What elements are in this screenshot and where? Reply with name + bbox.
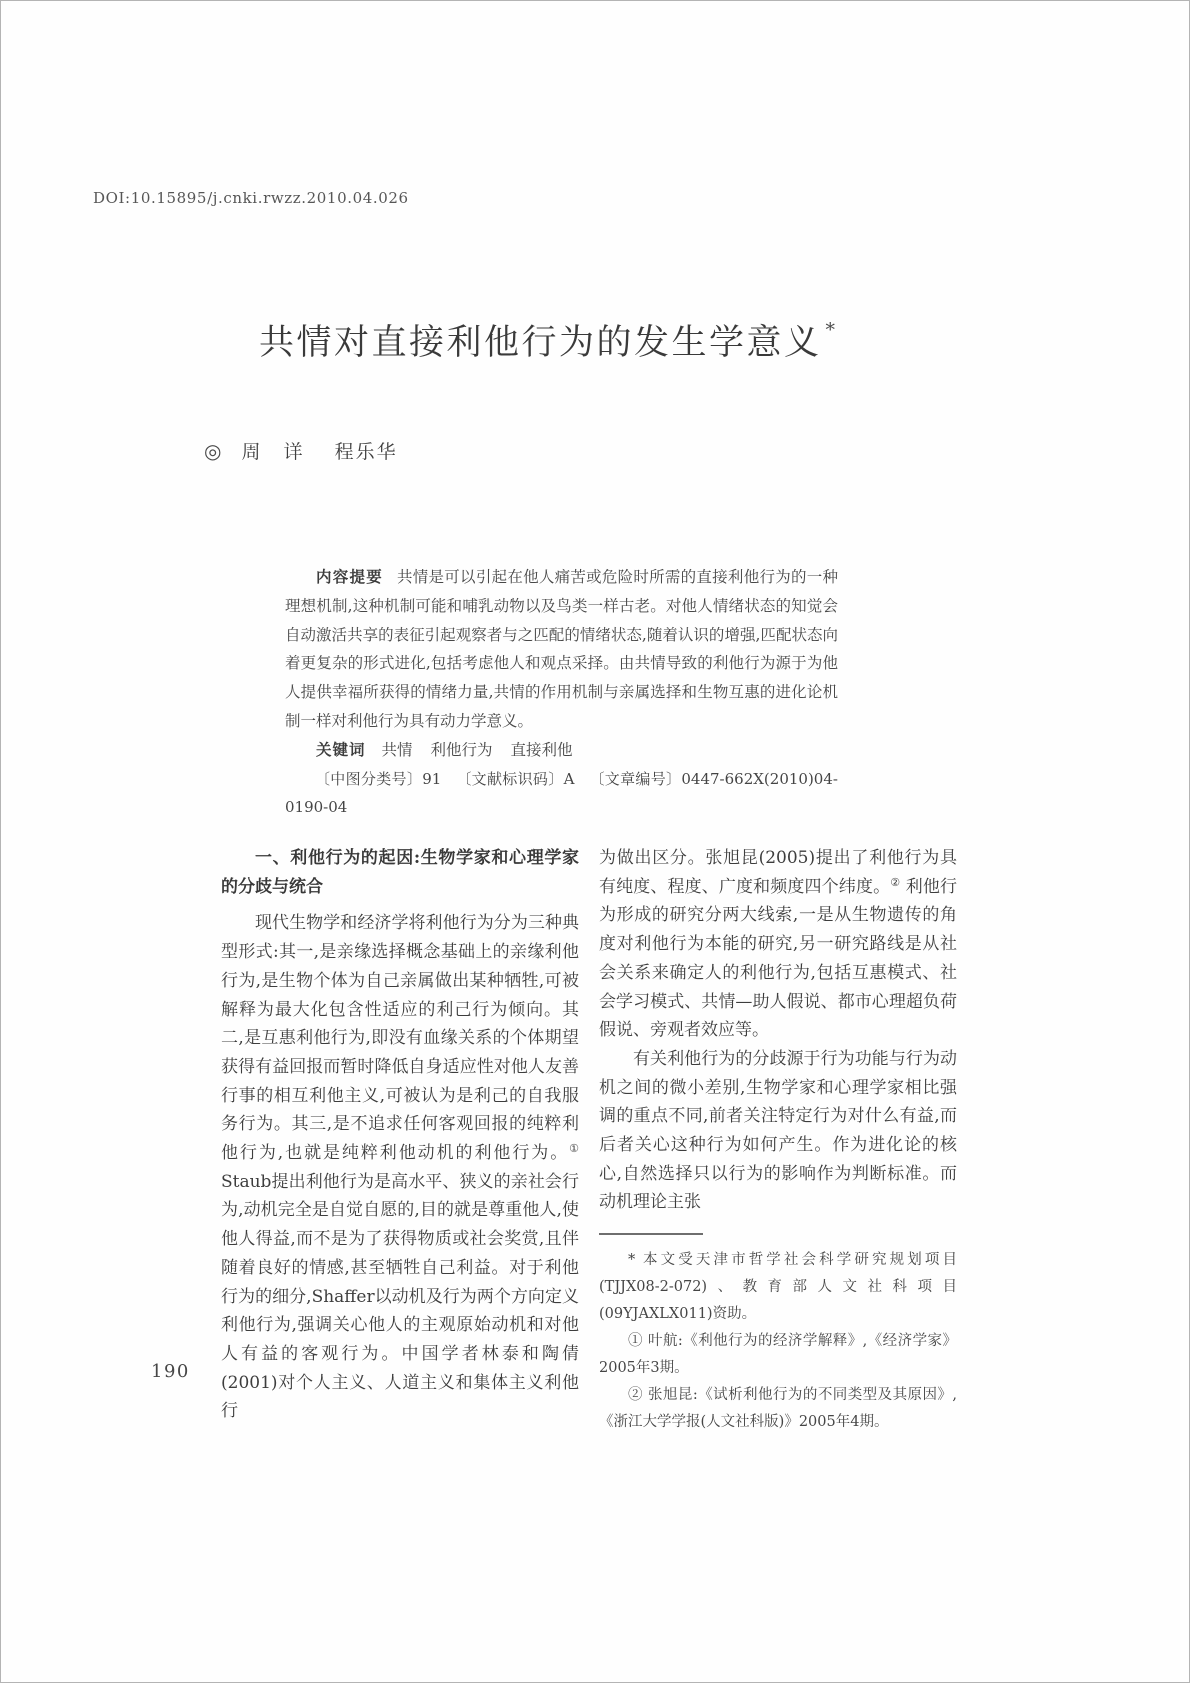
keyword: 直接利他	[510, 740, 573, 759]
keyword: 共情	[381, 740, 413, 759]
body-paragraph: 现代生物学和经济学将利他行为分为三种典型形式:其一,是亲缘选择概念基础上的亲缘利他行为,是生物个体为自己亲属做出某种牺牲,可被解释为最大化包含性适应的利己行为倾向。其二,是互惠利他行为,即没有血缘关系的个体期望获得有益回报而暂时降低自身适应性对他人友善行事的相互利他主义,可被认为是利己的自我服务行为。其三,是不追求任何客观回报的纯粹利他行为,也就是纯粹利他动机的利他行为。① Staub提出利他行为是高水平、狭义的亲社会行为,动机完全是自觉自愿的,目的就是尊重他人,使他人得益,而不是为了获得物质或社会奖赏,且伴随着良好的情感,甚至牺牲自己利益。对于利他行为的细分,Shaffer以动机及行为两个方向定义利他行为,强调关心他人的主观原始动机和对他人有益的客观行为。中国学者林泰和陶倩(2001)对个人主义、人道主义和集体主义利他行	[221, 913, 579, 1422]
body-column-left	[221, 844, 579, 1426]
abstract-text: 共情是可以引起在他人痛苦或危险时所需的直接利他行为的一种理想机制,这种机制可能和哺乳动物以及鸟类一样古老。对他人情绪状态的知觉会自动激活共享的表征引起观察者与之匹配的情绪状态,随着认识的增强,匹配状态向着更复杂的形式进化,包括考虑他人和观点采择。由共情导致的利他行为源于为他人提供幸福所获得的情绪力量,共情的作用机制与亲属选择和生物互惠的进化论机制一样对利他行为具有动力学意义。	[285, 568, 838, 730]
abstract-paragraph	[285, 563, 838, 736]
abstract-label: 内容提要	[316, 567, 384, 586]
doc-code-value: A	[563, 769, 575, 788]
body-column-right	[599, 844, 957, 1436]
author-marker-icon: ◎	[204, 439, 224, 463]
footnotes-block	[599, 1247, 957, 1436]
doc-code-label: 〔文献标识码〕	[456, 769, 564, 788]
clc-segment	[315, 770, 441, 788]
section-heading: 一、利他行为的起因:生物学家和心理学家的分歧与统合	[221, 848, 579, 897]
article-id-label: 〔文章编号〕	[589, 769, 682, 788]
abstract-block	[285, 563, 838, 822]
author-name: 周 详	[241, 441, 305, 463]
footnote-item: ① 叶航:《利他行为的经济学解释》,《经济学家》2005年3期。	[599, 1333, 957, 1377]
page-number: 190	[151, 1361, 190, 1382]
classification-line	[285, 765, 838, 823]
doc-code-segment	[456, 770, 574, 788]
clc-label: 〔中图分类号〕	[315, 769, 423, 788]
article-header	[63, 315, 1031, 365]
title-footnote-asterisk: *	[825, 319, 835, 341]
keyword: 利他行为	[430, 740, 493, 759]
keywords-line	[285, 736, 838, 765]
clc-value: 91	[422, 769, 442, 788]
footnote-item: * 本文受天津市哲学社会科学研究规划项目(TJJX08-2-072)、教育部人文社科项目(09YJAXLX011)资助。	[599, 1252, 957, 1323]
footnote-item: ② 张旭昆:《试析利他行为的不同类型及其原因》,《浙江大学学报(人文社科版)》2005年4期。	[599, 1387, 957, 1431]
article-title: 共情对直接利他行为的发生学意义	[258, 323, 822, 363]
doi-text: DOI:10.15895/j.cnki.rwzz.2010.04.026	[93, 189, 409, 207]
keywords-label: 关键词	[316, 739, 366, 759]
author-name: 程乐华	[334, 441, 398, 463]
body-paragraph: 有关利他行为的分歧源于行为功能与行为动机之间的微小差别,生物学家和心理学家相比强调的重点不同,前者关注特定行为对什么有益,而后者关心这种行为如何产生。作为进化论的核心,自然选择只以行为的影响作为判断标准。而动机理论主张	[599, 1048, 957, 1213]
footnote-separator	[599, 1233, 703, 1235]
author-line	[204, 437, 420, 464]
article-id-value: 0447-662X(2010)04-0190-04	[285, 769, 838, 817]
body-paragraph: 为做出区分。张旭昆(2005)提出了利他行为具有纯度、程度、广度和频度四个纬度。② 利他行为形成的研究分两大线索,一是从生物遗传的角度对利他行为本能的研究,另一研究路线是从社会关系来确定人的利他行为,包括互惠模式、社会学习模式、共情—助人假说、都市心理超负荷假说、旁观者效应等。	[599, 848, 957, 1041]
